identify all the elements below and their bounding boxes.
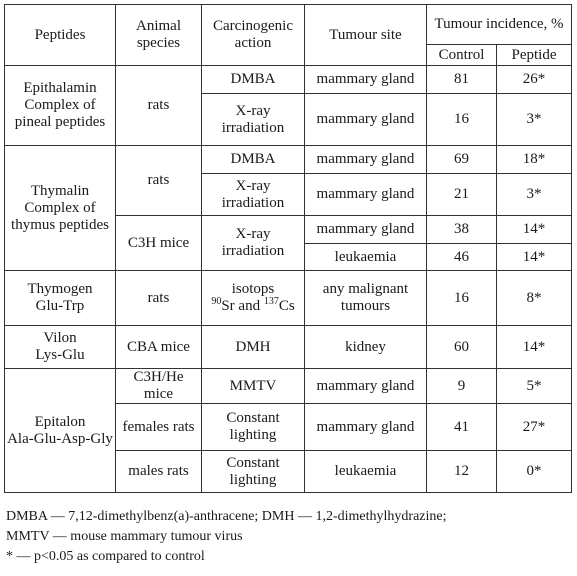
header-carcinogenic-action: Carcinogenic action <box>202 5 305 66</box>
species-cell: rats <box>116 146 202 216</box>
control-cell: 9 <box>427 369 497 404</box>
peptide-value-cell: 3* <box>497 174 572 216</box>
control-cell: 46 <box>427 244 497 271</box>
peptide-cell <box>5 369 116 493</box>
header-tumour-site: Tumour site <box>305 5 427 66</box>
control-cell: 16 <box>427 94 497 146</box>
table-row <box>5 369 572 404</box>
action-cell: Constant lighting <box>202 451 305 493</box>
site-cell: leukaemia <box>305 451 427 493</box>
peptide-name: Thymalin <box>30 182 90 199</box>
action-cell: X-ray irradiation <box>202 216 305 271</box>
species-cell: rats <box>116 271 202 326</box>
peptide-description: Complex of thymus peptides <box>11 199 109 233</box>
site-cell: mammary gland <box>305 146 427 174</box>
control-cell: 69 <box>427 146 497 174</box>
species-cell: C3H/He mice <box>116 369 202 404</box>
species-cell: CBA mice <box>116 326 202 369</box>
header-control: Control <box>427 45 497 66</box>
peptide-value-cell: 14* <box>497 244 572 271</box>
tumour-incidence-table <box>4 4 572 493</box>
species-cell: rats <box>116 66 202 146</box>
site-cell: kidney <box>305 326 427 369</box>
peptide-description: Complex of pineal peptides <box>14 97 106 130</box>
control-cell: 60 <box>427 326 497 369</box>
peptide-value-cell: 0* <box>497 451 572 493</box>
peptide-value-cell: 8* <box>497 271 572 326</box>
table-row <box>5 271 572 326</box>
site-cell: mammary gland <box>305 369 427 404</box>
peptide-value-cell: 3* <box>497 94 572 146</box>
peptide-name: Vilon <box>43 330 77 346</box>
peptide-description: Ala-Glu-Asp-Gly <box>7 430 113 447</box>
control-cell: 16 <box>427 271 497 326</box>
species-cell: females rats <box>116 404 202 451</box>
isotope-1-symbol: Sr and <box>221 298 261 314</box>
isotope-line <box>204 298 302 315</box>
site-cell: mammary gland <box>305 94 427 146</box>
table-row <box>5 66 572 94</box>
peptide-description: Lys-Glu <box>35 347 85 363</box>
table-row <box>5 146 572 174</box>
control-cell: 21 <box>427 174 497 216</box>
action-cell: DMBA <box>202 66 305 94</box>
isotope-2-mass: 137 <box>263 296 279 307</box>
action-cell <box>202 271 305 326</box>
control-cell: 12 <box>427 451 497 493</box>
species-cell: C3H mice <box>116 216 202 271</box>
isotope-2-symbol: Cs <box>278 298 295 314</box>
header-animal-species: Animal species <box>116 5 202 66</box>
peptide-description: Glu-Trp <box>35 298 85 314</box>
header-row <box>5 5 572 45</box>
control-cell: 81 <box>427 66 497 94</box>
peptide-name: Epithalamin <box>23 80 97 96</box>
table-footnotes <box>6 507 447 567</box>
peptide-value-cell: 26* <box>497 66 572 94</box>
site-cell: mammary gland <box>305 404 427 451</box>
peptide-name: Thymogen <box>27 281 93 297</box>
peptide-value-cell: 27* <box>497 404 572 451</box>
control-cell: 41 <box>427 404 497 451</box>
action-cell: X-ray irradiation <box>202 94 305 146</box>
site-cell: mammary gland <box>305 174 427 216</box>
footnote-mmtv: MMTV — mouse mammary tumour virus <box>6 529 243 544</box>
site-cell: mammary gland <box>305 216 427 244</box>
peptide-cell <box>5 146 116 271</box>
action-cell: DMH <box>202 326 305 369</box>
site-cell: any malignant tumours <box>305 271 427 326</box>
peptide-cell <box>5 326 116 369</box>
peptide-value-cell: 5* <box>497 369 572 404</box>
footnote-abbreviations: DMBA — 7,12-dimethylbenz(a)-anthracene; DMH — 1,2-dimethylhydrazine; <box>6 509 447 524</box>
peptide-cell <box>5 66 116 146</box>
action-prefix: isotops <box>231 281 275 297</box>
peptide-value-cell: 14* <box>497 216 572 244</box>
peptide-name: Epitalon <box>34 413 86 430</box>
header-tumour-incidence: Tumour incidence, % <box>427 5 572 45</box>
species-cell: males rats <box>116 451 202 493</box>
action-cell: X-ray irradiation <box>202 174 305 216</box>
peptide-value-cell: 14* <box>497 326 572 369</box>
action-cell: DMBA <box>202 146 305 174</box>
header-peptide: Peptide <box>497 45 572 66</box>
table-row <box>5 326 572 369</box>
footnote-significance: * — p<0.05 as compared to control <box>6 549 205 564</box>
peptide-cell <box>5 271 116 326</box>
control-cell: 38 <box>427 216 497 244</box>
action-cell: MMTV <box>202 369 305 404</box>
header-peptides: Peptides <box>5 5 116 66</box>
action-cell: Constant lighting <box>202 404 305 451</box>
site-cell: leukaemia <box>305 244 427 271</box>
site-cell: mammary gland <box>305 66 427 94</box>
peptide-value-cell: 18* <box>497 146 572 174</box>
isotope-1-mass: 90 <box>211 296 222 307</box>
